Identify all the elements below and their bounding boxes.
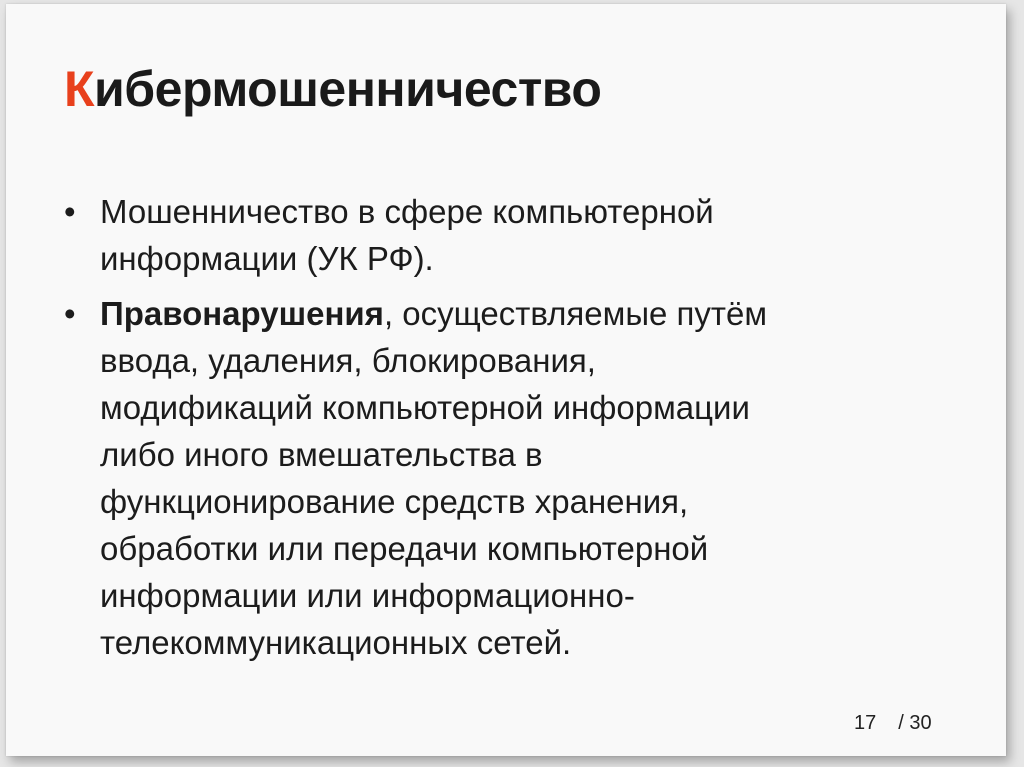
title-accent-letter: К <box>64 61 95 117</box>
bullet-line <box>100 290 944 337</box>
bold-term: Правонарушения <box>100 295 384 332</box>
bullet-line: Мошенничество в сфере компьютерной <box>100 193 714 230</box>
bullet-list <box>64 188 944 674</box>
bullet-item <box>64 188 944 282</box>
bullet-text <box>100 290 944 666</box>
bullet-marker: • <box>64 193 76 230</box>
slide-title <box>64 60 601 118</box>
bullet-line: ввода, удаления, блокирования, <box>100 342 596 379</box>
bullet-line: обработки или передачи компьютерной <box>100 530 709 567</box>
bullet-line: информации или информационно- <box>100 577 635 614</box>
bullet-line: информации (УК РФ). <box>100 240 434 277</box>
total-pages: / 30 <box>898 712 932 734</box>
bullet-line: модификаций компьютерной информации <box>100 389 750 426</box>
bullet-line: либо иного вмешательства в <box>100 436 543 473</box>
page-counter <box>854 712 932 735</box>
bullet-marker: • <box>64 295 76 332</box>
slide <box>6 4 1006 756</box>
bullet-line: функционирование средств хранения, <box>100 483 689 520</box>
current-page: 17 <box>854 712 877 734</box>
bullet-item <box>64 290 944 666</box>
title-rest: ибермошенничество <box>94 61 602 117</box>
bullet-lead-rest: , осуществляемые путём <box>383 295 768 332</box>
bullet-line: телекоммуникационных сетей. <box>100 624 572 661</box>
bullet-text <box>100 188 944 282</box>
